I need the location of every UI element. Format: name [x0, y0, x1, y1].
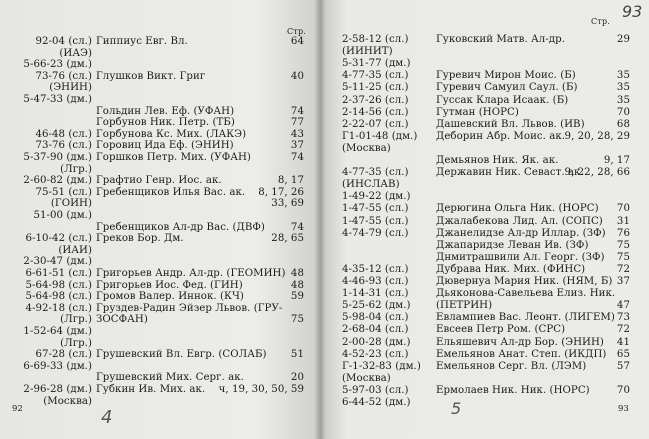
page-refs: 64 [290, 36, 304, 47]
right-column-header: Стр. [591, 17, 611, 26]
person-name: Гуссак Клара Исаак. (Б) [436, 94, 569, 106]
person-name: Деборин Абр. Моис. ак. [436, 130, 566, 142]
person-name: Емельянов Серг. Вл. (ЛЭМ) [436, 360, 587, 372]
person-name: Гуревич Самуил Саул. (Б) [436, 82, 578, 94]
person-name: Джанелидзе Ал-др Иллар. (ЗФ) [436, 227, 606, 239]
person-name: Грушевский Вл. Евгр. (СОЛАБ) [96, 349, 267, 361]
phone-code: 6-44-52 (дм.) [342, 397, 411, 408]
person-name: Горшков Петр. Мих. (УФАН) [96, 152, 251, 163]
phone-code: 46-48 (сл.) [35, 128, 92, 140]
phone-code: 4-35-12 (сл.) [342, 263, 409, 275]
phone-code: 5-37-90 (дм.) [23, 152, 92, 163]
page-refs: 9, 17 [603, 155, 630, 166]
person-name: Джапаридзе Леван Ив. (ЗФ) [436, 239, 589, 251]
person-name: Горбунов Ник. Петр. (ТБ) [96, 117, 235, 129]
phone-code: 2-30-47 (дм.) [23, 256, 92, 268]
page-refs: 77 [290, 117, 304, 129]
person-name: Графтио Генр. Иос. ак. [96, 175, 222, 187]
phone-code: 2-00-28 (дм.) [342, 336, 411, 348]
phone-code: 4-74-79 (сл.) [342, 227, 409, 239]
person-name: Глушков Викт. Григ [96, 70, 206, 82]
page-refs: 9, 22, 28, 66 [564, 167, 630, 179]
left-page-number: 92 [12, 404, 23, 414]
phone-code: 5-98-04 (сл.) [342, 312, 409, 324]
phone-code: 2-37-26 (сл.) [342, 94, 409, 106]
page-refs: 41 [616, 336, 630, 348]
phone-code: 1-52-64 (дм.) [23, 326, 92, 337]
page-refs: 40 [290, 70, 304, 82]
person-name: Дашевский Вл. Львов. (ИВ) [436, 118, 585, 130]
page-refs: 74 [290, 105, 304, 117]
page-refs: 75 [616, 251, 630, 263]
person-name: Горовиц Ида Еф. (ЭНИН) [96, 140, 234, 152]
phone-code: 5-97-03 (сл.) [342, 384, 409, 396]
person-name: Емельянов Анат. Степ. (ИКДП) [436, 348, 607, 360]
phone-code: 6-61-51 (сл.) [25, 268, 92, 279]
phone-code: 5-47-33 (дм.) [23, 94, 92, 105]
person-name: Днмитрашвили Ал. Георг. (ЗФ) [436, 251, 605, 263]
page-refs: 9, 20, 28, 29 [564, 130, 630, 142]
page-refs: 70 [616, 384, 630, 396]
phone-code: 1-47-55 (сл.) [342, 203, 409, 215]
person-name: Григорьев Иос. Фед. (ГИН) [96, 279, 243, 291]
page-refs: 75 [290, 314, 304, 326]
page-refs: 70 [616, 106, 630, 118]
left-page [0, 0, 320, 439]
right-corner-mark: 93 [622, 2, 643, 21]
page-refs: 59 [290, 291, 304, 303]
page-refs: 8, 17 [277, 175, 304, 187]
phone-code: 4-52-23 (сл.) [342, 348, 409, 360]
person-name: Григорьев Андр. Ал-др. (ГЕОМИН) [96, 268, 286, 279]
phone-code: (Лгр.) [60, 337, 92, 349]
person-name: (ПЕТРИН) [436, 300, 493, 312]
person-name: Громов Валер. Иннок. (КЧ) [96, 291, 244, 303]
page-refs: 47 [616, 300, 630, 312]
person-name: Гуревич Мирон Моис. (Б) [436, 70, 576, 82]
phone-code: (Москва) [342, 142, 391, 154]
page-refs: 33, 69 [271, 198, 304, 210]
page-refs: 20 [290, 372, 304, 384]
phone-code: (Лгр.) [60, 163, 92, 175]
page-refs: 35 [616, 94, 630, 106]
page-refs: 29 [616, 34, 630, 45]
person-name: Гребенщиков Илья Вас. ак. [96, 186, 246, 198]
person-name: ЗОСФАН) [96, 314, 148, 326]
page-refs: 35 [616, 70, 630, 82]
page-refs: 43 [290, 128, 304, 140]
page-refs: 8, 17, 26 [258, 186, 304, 198]
phone-code: (Москва) [43, 395, 92, 407]
phone-code: 4-77-35 (сл.) [342, 167, 409, 179]
phone-code: 75-51 (сл.) [35, 186, 92, 198]
phone-code: 67-28 (сл.) [35, 349, 92, 361]
phone-code: 73-76 (сл.) [35, 70, 92, 82]
page-refs: 35 [616, 82, 630, 94]
person-name: Дювернуа Мария Ник. (НЯМ, Б) [436, 276, 613, 287]
page-refs: 31 [616, 215, 630, 227]
left-margin-mark: 4 [101, 407, 113, 428]
person-name: Гуковский Матв. Ал-др. [436, 34, 565, 45]
person-name: Джалабекова Лид. Ал. (СОПС) [436, 215, 603, 227]
person-name: Гольдин Лев. Еф. (УФАН) [96, 105, 235, 117]
phone-code: 51-00 (дм.) [33, 210, 92, 221]
page-refs: 65 [616, 348, 630, 360]
person-name: Гиппиус Евг. Вл. [96, 36, 188, 47]
phone-code: (ИАИ) [58, 244, 92, 256]
phone-code: 1-49-22 (дм.) [342, 191, 411, 203]
phone-code: 2-14-56 (сл.) [342, 106, 409, 118]
phone-code: 4-46-93 (сл.) [342, 276, 409, 287]
left-column-header: Стр. [287, 27, 307, 36]
page-refs: 73 [616, 312, 630, 324]
page-refs: 72 [616, 324, 630, 336]
person-name: Горбунова Кс. Мих. (ЛАКЭ) [96, 128, 247, 140]
phone-code: 6-10-42 (сл.) [25, 233, 92, 245]
person-name: Губкин Ив. Мих. ак. [96, 384, 206, 395]
phone-code: 6-69-33 (дм.) [23, 360, 92, 372]
phone-code: (Москва) [342, 372, 391, 384]
page-refs: 74 [290, 221, 304, 233]
page-refs: 37 [616, 276, 630, 287]
page-refs: 72 [616, 263, 630, 275]
page-refs: 51 [290, 349, 304, 361]
person-name: Дерюгина Ольга Ник. (НОРС) [436, 203, 599, 215]
page-refs: 75 [616, 239, 630, 251]
phone-code: 5-25-62 (дм.) [342, 300, 411, 312]
page-refs: 74 [290, 152, 304, 163]
page-refs: 57 [616, 360, 630, 372]
phone-code: 4-77-35 (сл.) [342, 70, 409, 82]
phone-code: 5-66-23 (дм.) [23, 59, 92, 71]
right-margin-mark: 5 [451, 399, 462, 418]
person-name: Ермолаев Ник. Ник. (НОРС) [436, 384, 590, 396]
phone-code: (Лгр.) [60, 314, 92, 326]
person-name: Грушевский Мих. Серг. ак. [96, 372, 244, 384]
page-refs: 37 [290, 140, 304, 152]
phone-code: 5-31-77 (дм.) [342, 58, 411, 70]
phone-code: Г-1-32-83 (дм.) [342, 360, 421, 372]
person-name: Гребенщиков Ал-др Вас. (ДВФ) [96, 221, 265, 233]
person-name: Груздев-Радин Эйзер Львов. (ГРУ- [96, 302, 283, 314]
phone-code: (ИАЭ) [59, 47, 92, 59]
phone-code: 2-68-04 (сл.) [342, 324, 409, 336]
page-refs: ч, 19, 30, 50, 59 [218, 384, 304, 395]
phone-code: 5-64-98 (сл.) [25, 291, 92, 303]
page-refs: 68 [616, 118, 630, 130]
phone-code: (ИИНИТ) [342, 46, 393, 58]
person-name: Греков Бор. Дм. [96, 233, 184, 245]
phone-code: (ЭНИН) [49, 82, 92, 94]
phone-code: 2-58-12 (сл.) [342, 34, 409, 45]
person-name: Евлампиев Вас. Леонт. (ЛИГЕМ) [436, 312, 615, 324]
phone-code: 1-47-55 (сл.) [342, 215, 409, 227]
phone-code: Г1-01-48 (дм.) [342, 130, 418, 142]
book-gutter [314, 0, 326, 439]
phone-code: (ГОИН) [50, 198, 92, 210]
person-name: Дьяконова-Савельева Елиз. Ник. [436, 288, 616, 300]
phone-code: 2-60-82 (дм.) [23, 175, 92, 187]
right-page-number: 93 [618, 404, 629, 414]
phone-code: (ИНСЛАВ) [342, 179, 400, 191]
phone-code: 2-22-07 (сл.) [342, 118, 409, 130]
phone-code: 5-11-25 (сл.) [342, 82, 409, 94]
phone-code: 73-76 (сл.) [35, 140, 92, 152]
person-name: Евсеев Петр Ром. (СРС) [436, 324, 566, 336]
page-refs: 48 [290, 279, 304, 291]
page-refs: 76 [616, 227, 630, 239]
page-refs: 28, 65 [271, 233, 304, 245]
page-refs: 48 [290, 268, 304, 279]
phone-code: 1-14-31 (сл.) [342, 288, 409, 300]
phone-code: 5-64-98 (сл.) [25, 279, 92, 291]
page-refs: 70 [616, 203, 630, 215]
person-name: Державин Ник. Севаст. ак. [436, 167, 584, 179]
person-name: Ельяшевич Ал-др Бор. (ЭНИН) [436, 336, 604, 348]
person-name: Гутман (НОРС) [436, 106, 519, 118]
phone-code: 4-92-18 (сл.) [25, 302, 92, 314]
person-name: Дубрава Ник. Мих. (ФИНС) [436, 263, 586, 275]
phone-code: 2-96-28 (дм.) [23, 384, 92, 395]
right-page [320, 0, 649, 439]
person-name: Демьянов Ник. Як. ак. [436, 155, 559, 166]
phone-code: 92-04 (сл.) [35, 36, 92, 47]
